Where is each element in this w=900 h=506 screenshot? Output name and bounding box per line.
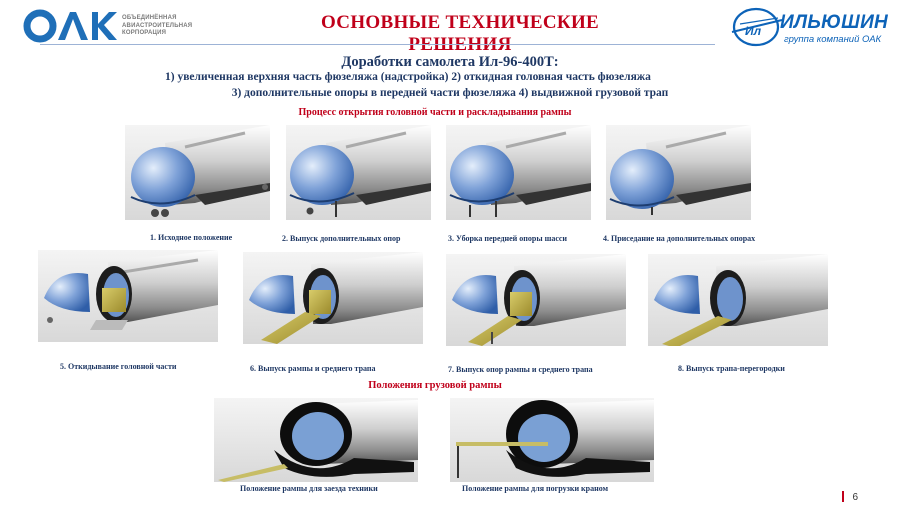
oak-logo-subtitle: ОБЪЕДИНЁННАЯ АВИАСТРОИТЕЛЬНАЯ КОРПОРАЦИЯ (122, 15, 193, 36)
figure-7-ramp-supports (446, 254, 626, 346)
figure-3-nose-gear-retract (446, 125, 591, 220)
page-title: ОСНОВНЫЕ ТЕХНИЧЕСКИЕ РЕШЕНИЯ (320, 12, 599, 55)
caption-2: 2. Выпуск дополнительных опор (282, 234, 401, 243)
oak-logo-mark-icon (22, 8, 118, 44)
figure-ramp-vehicle-entry (214, 398, 418, 482)
ilyushin-mark-text: Ил (745, 24, 762, 38)
section-title-ramp-positions: Положения грузовой рампы (368, 380, 502, 391)
intro-line-2: 3) дополнительные опоры в передней части фюзеляжа 4) выдвижной грузовой трап (231, 87, 669, 99)
page-number-marker (842, 491, 844, 502)
ilyushin-name: ИЛЬЮШИН (780, 12, 889, 33)
ilyushin-logo (730, 6, 895, 48)
caption-8: 8. Выпуск трапа-перегородки (678, 364, 785, 373)
ilyushin-subtitle: группа компаний ОАК (784, 34, 882, 45)
caption-3: 3. Уборка передней опоры шасси (448, 234, 568, 243)
figure-2-extra-supports (286, 125, 431, 220)
caption-5: 5. Откидывание головной части (60, 362, 177, 371)
page-number: 6 (852, 492, 858, 503)
caption-4: 4. Приседание на дополнительных опорах (603, 234, 756, 243)
section-title-opening-process: Процесс открытия головной части и раскладывания рампы (298, 107, 572, 118)
figure-6-ramp-and-middle-ladder (243, 252, 423, 344)
title-divider (40, 44, 715, 45)
oak-logo (22, 8, 192, 44)
figure-4-kneeling (606, 125, 751, 220)
figure-ramp-crane-loading (450, 398, 654, 482)
caption-ramp-vehicle-entry: Положение рампы для заезда техники (240, 484, 378, 493)
caption-6: 6. Выпуск рампы и среднего трапа (250, 364, 376, 373)
caption-1: 1. Исходное положение (150, 233, 233, 242)
figure-8-partition-ladder (648, 254, 828, 346)
caption-7: 7. Выпуск опор рампы и среднего трапа (448, 365, 593, 374)
figure-5-nose-opening (38, 250, 218, 342)
ilyushin-emblem-icon (730, 6, 786, 48)
intro-heading: Доработки самолета Ил-96-400Т: (341, 54, 559, 70)
intro-line-1: 1) увеличенная верхняя часть фюзеляжа (надстройка) 2) откидная головная часть фюзеляжа (165, 71, 651, 83)
caption-ramp-crane-loading: Положение рампы для погрузки краном (462, 484, 609, 493)
figure-1-initial-position (125, 125, 270, 220)
